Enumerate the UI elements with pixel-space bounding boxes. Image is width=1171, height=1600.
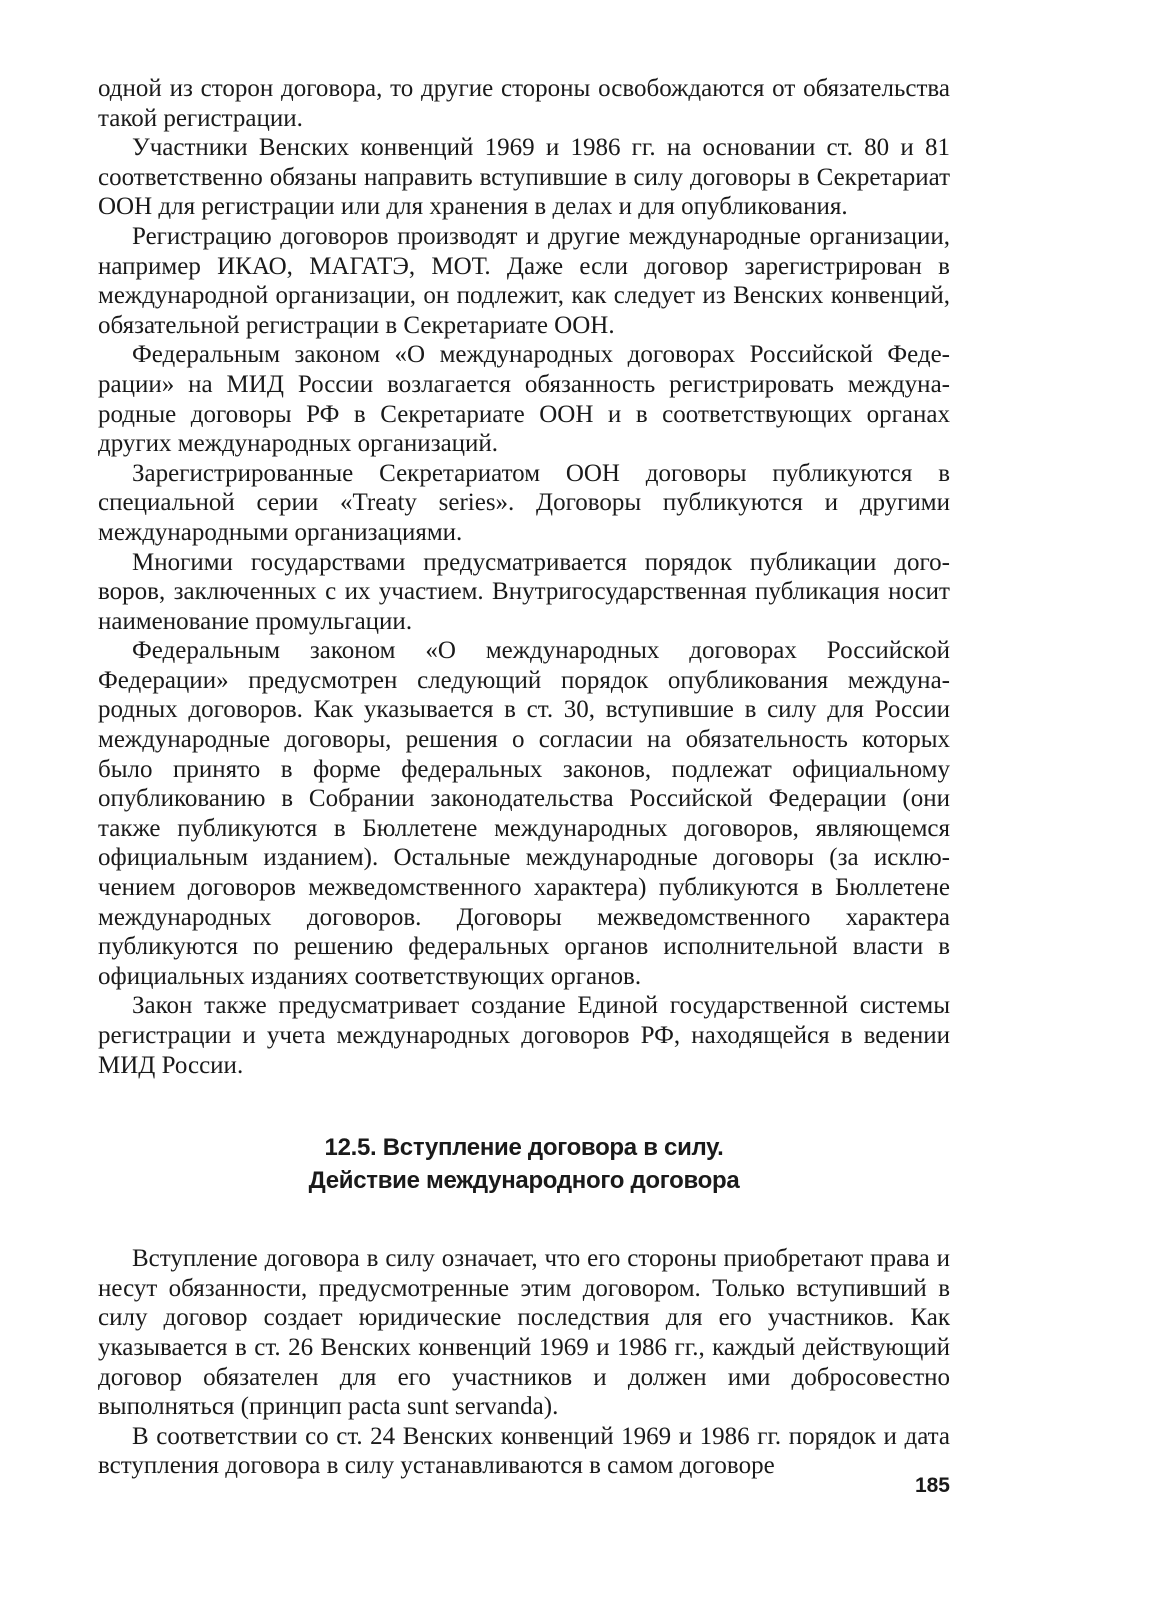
paragraph-registration-organizations: Регистрацию договоров производят и другие международные организации, например ИКАО, МАГАТЭ, МОТ. Даже если договор зарегистрирован в международной организации, он подлежит, как следует из Венских конвенций, обязательной регистрации в Секретариате ООН. — [98, 222, 950, 339]
paragraph-unified-system: Закон также предусматривает создание Единой государственной системы регистрации и учета международных договоров РФ, находящейся в ведении МИД России. — [98, 992, 950, 1079]
paragraph-treaty-series: Зарегистрированные Секретариатом ООН договоры публикуются в специальной серии «Treaty series». Договоры публикуются и другими международными организациями. — [98, 459, 950, 546]
page-number: 185 — [914, 1474, 950, 1497]
section-heading-line-1: 12.5. Вступление договора в силу. — [324, 1134, 724, 1162]
section-heading-line-2: Действие международного договора — [308, 1167, 740, 1195]
paragraph-vienna-conventions: Участники Венских конвенций 1969 и 1986 гг. на основании ст. 80 и 81 соответственно обязаны направить вступившие в силу договоры в Секретариат ООН для регистрации или для хранения в делах и для опубликования. — [98, 134, 950, 221]
paragraph-article-24: В соответствии со ст. 24 Венских конвенций 1969 и 1986 гг. порядок и дата вступления договора в силу устанавливаются в самом договоре — [98, 1422, 950, 1480]
section-heading — [98, 1131, 950, 1197]
paragraph-continuation: одной из сторон договора, то другие стороны освобождаются от обязательства такой регистрации. — [98, 75, 950, 132]
paragraph-promulgation: Многими государствами предусматривается порядок публикации договоров, заключенных с их участием. Внутригосударственная публикация носит наименование промульгации. — [98, 548, 950, 635]
paragraph-entry-into-force: Вступление договора в силу означает, что его стороны приобретают права и несут обязанности, предусмотренные этим договором. Только вступивший в силу договор создает юридические последствия для его участников. Как указывается в ст. 26 Венских конвенций 1969 и 1986 гг., каждый действующий договор обязателен для его участников и должен ими добросовестно выполняться (принцип pacta sunt servanda). — [98, 1245, 950, 1421]
paragraph-publication-order: Федеральным законом «О международных договорах Российской Федерации» предусмотрен следующий порядок опубликования международных договоров. Как указывается в ст. 30, вступившие в силу для России международные договоры, решения о согласии на обязательность которых было принято в форме федеральных законов, подлежат официальному опубликованию в Собрании законодательства Российской Федерации (они также публикуются в Бюллетене международных договоров, являющемся официальным изданием). Остальные международные договоры (за исключением договоров межведомственного характера) публикуются в Бюллетене международных договоров. Договоры межведомственного характера публикуются по решению федеральных органов исполнительной власти в официальных изданиях соответствующих органов. — [98, 637, 950, 990]
paragraph-federal-law-registration: Федеральным законом «О международных договорах Российской Федерации» на МИД России возлагается обязанность регистрировать международные договоры РФ в Секретариате ООН и в соответствующих органах других международных организаций. — [98, 341, 950, 458]
page-body — [98, 74, 950, 1481]
